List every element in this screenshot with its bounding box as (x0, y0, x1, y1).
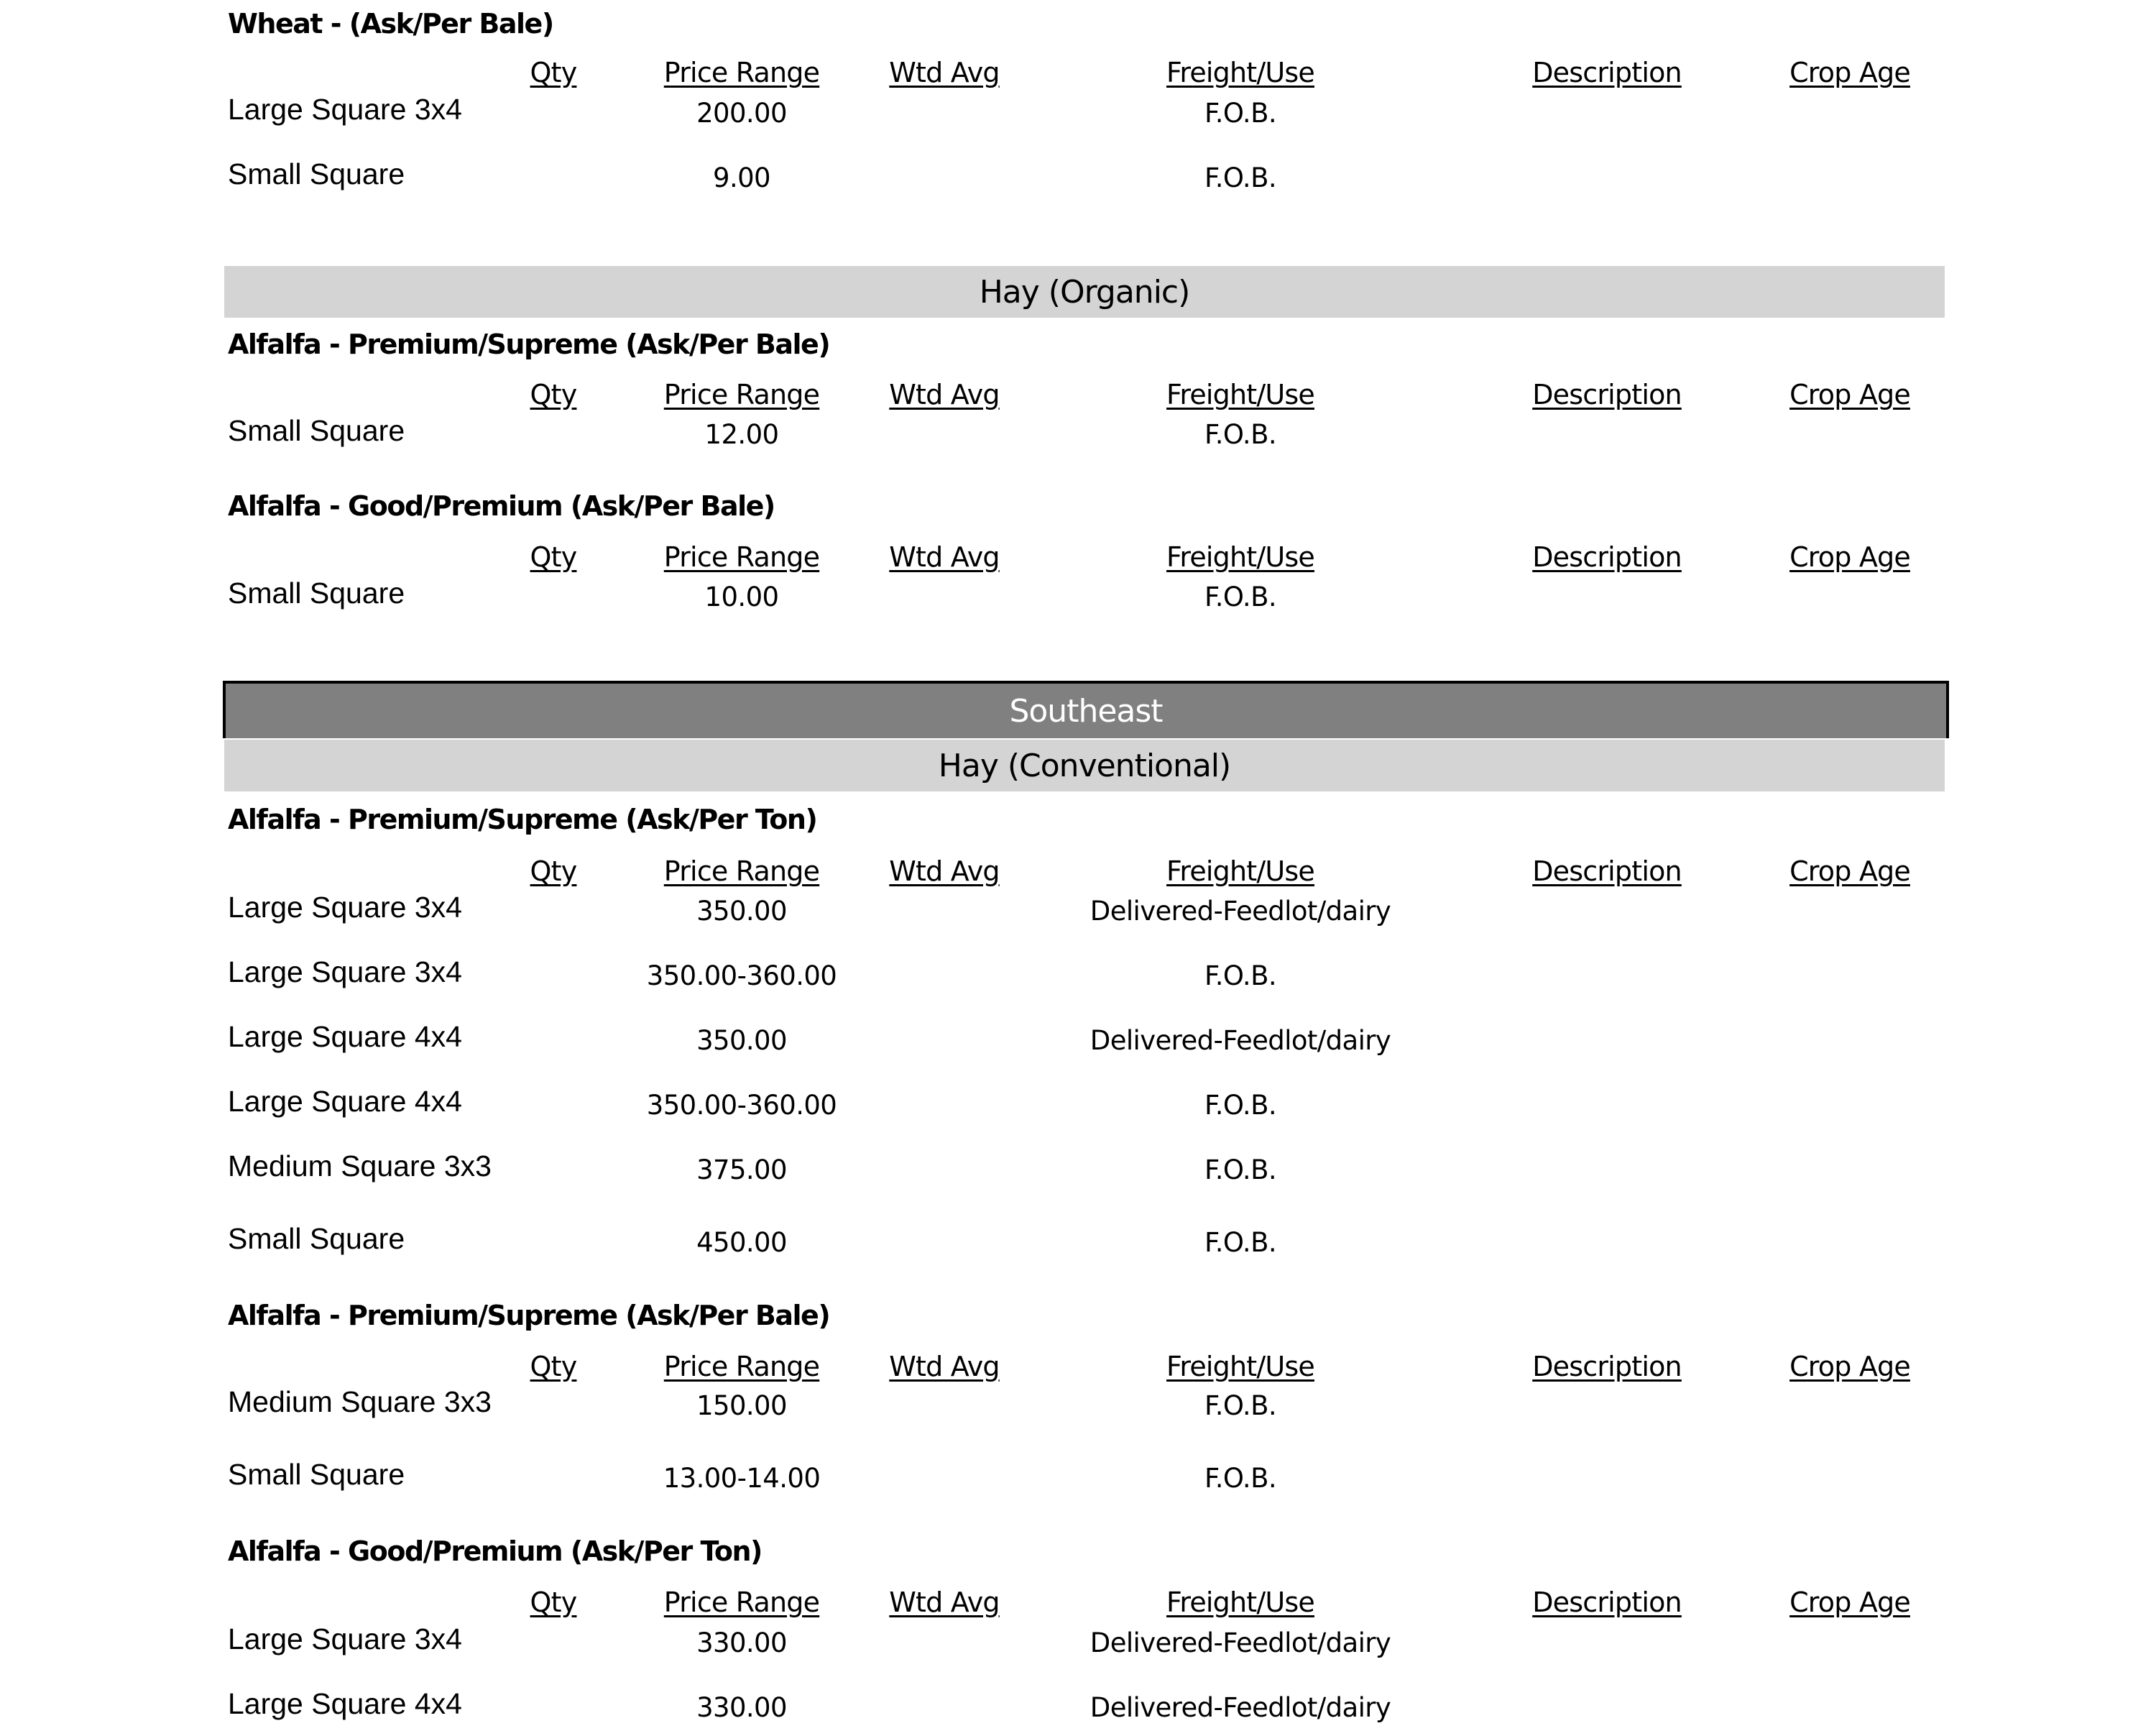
section-title: Alfalfa - Premium/Supreme (Ask/Per Ton) (228, 804, 817, 835)
column-header-price-range: Price Range (663, 379, 820, 410)
column-header-freight-use: Freight/Use (1166, 57, 1314, 88)
freight-use-value: F.O.B. (1204, 98, 1277, 129)
freight-use-value: Delivered-Feedlot/dairy (1089, 896, 1391, 927)
column-header-freight-use: Freight/Use (1166, 1586, 1314, 1618)
column-header-price-range: Price Range (663, 541, 820, 573)
row-label: Medium Square 3x3 (228, 1149, 492, 1182)
column-header-qty: Qty (530, 541, 577, 573)
row-label: Large Square 3x4 (228, 1622, 462, 1655)
column-header-wtd-avg: Wtd Avg (889, 1586, 1000, 1618)
freight-use-value: Delivered-Feedlot/dairy (1089, 1692, 1391, 1723)
row-label: Small Square (228, 157, 405, 190)
column-header-qty: Qty (530, 855, 577, 887)
section-title: Alfalfa - Premium/Supreme (Ask/Per Bale) (228, 1300, 830, 1331)
column-header-price-range: Price Range (663, 57, 820, 88)
freight-use-value: Delivered-Feedlot/dairy (1089, 1025, 1391, 1056)
price-range-value: 350.00 (696, 896, 787, 927)
price-range-value: 375.00 (696, 1154, 787, 1185)
price-range-value: 200.00 (696, 98, 787, 129)
price-range-value: 10.00 (704, 582, 779, 612)
price-range-value: 330.00 (696, 1627, 787, 1658)
price-range-value: 330.00 (696, 1692, 787, 1723)
row-label: Small Square (228, 1222, 405, 1255)
column-header-wtd-avg: Wtd Avg (889, 1351, 1000, 1382)
row-label: Large Square 4x4 (228, 1687, 462, 1720)
price-range-value: 150.00 (696, 1390, 787, 1421)
column-header-qty: Qty (530, 379, 577, 410)
freight-use-value: F.O.B. (1204, 582, 1277, 612)
column-header-freight-use: Freight/Use (1166, 541, 1314, 573)
column-header-qty: Qty (530, 1351, 577, 1382)
section-title: Alfalfa - Premium/Supreme (Ask/Per Bale) (228, 329, 830, 360)
freight-use-value: Delivered-Feedlot/dairy (1089, 1627, 1391, 1658)
column-header-freight-use: Freight/Use (1166, 855, 1314, 887)
column-header-freight-use: Freight/Use (1166, 379, 1314, 410)
column-header-description: Description (1532, 57, 1682, 88)
row-label: Large Square 3x4 (228, 955, 462, 988)
price-range-value: 12.00 (704, 419, 779, 450)
freight-use-value: F.O.B. (1204, 1463, 1277, 1494)
price-range-value: 9.00 (713, 162, 770, 193)
column-header-description: Description (1532, 855, 1682, 887)
column-header-wtd-avg: Wtd Avg (889, 855, 1000, 887)
freight-use-value: F.O.B. (1204, 960, 1277, 991)
freight-use-value: F.O.B. (1204, 1154, 1277, 1185)
column-header-crop-age: Crop Age (1789, 379, 1910, 410)
band-region-southeast: Southeast (223, 681, 1949, 738)
price-range-value: 350.00-360.00 (646, 1090, 837, 1121)
column-header-crop-age: Crop Age (1789, 855, 1910, 887)
column-header-freight-use: Freight/Use (1166, 1351, 1314, 1382)
column-header-wtd-avg: Wtd Avg (889, 379, 1000, 410)
column-header-description: Description (1532, 379, 1682, 410)
row-label: Small Square (228, 1458, 405, 1491)
row-label: Large Square 4x4 (228, 1085, 462, 1118)
row-label: Large Square 3x4 (228, 93, 462, 126)
freight-use-value: F.O.B. (1204, 1227, 1277, 1258)
freight-use-value: F.O.B. (1204, 1390, 1277, 1421)
row-label: Large Square 4x4 (228, 1020, 462, 1053)
section-title: Alfalfa - Good/Premium (Ask/Per Ton) (228, 1535, 762, 1567)
column-header-wtd-avg: Wtd Avg (889, 541, 1000, 573)
column-header-wtd-avg: Wtd Avg (889, 57, 1000, 88)
band-hay-organic: Hay (Organic) (224, 266, 1945, 318)
column-header-crop-age: Crop Age (1789, 1351, 1910, 1382)
column-header-description: Description (1532, 1351, 1682, 1382)
row-label: Small Square (228, 414, 405, 447)
column-header-price-range: Price Range (663, 855, 820, 887)
column-header-price-range: Price Range (663, 1586, 820, 1618)
row-label: Small Square (228, 577, 405, 610)
row-label: Medium Square 3x3 (228, 1385, 492, 1418)
price-range-value: 13.00-14.00 (663, 1463, 821, 1494)
freight-use-value: F.O.B. (1204, 419, 1277, 450)
column-header-description: Description (1532, 1586, 1682, 1618)
column-header-crop-age: Crop Age (1789, 57, 1910, 88)
section-title: Wheat - (Ask/Per Bale) (228, 8, 553, 40)
column-header-description: Description (1532, 541, 1682, 573)
freight-use-value: F.O.B. (1204, 162, 1277, 193)
price-range-value: 450.00 (696, 1227, 787, 1258)
section-title: Alfalfa - Good/Premium (Ask/Per Bale) (228, 490, 775, 522)
freight-use-value: F.O.B. (1204, 1090, 1277, 1121)
column-header-qty: Qty (530, 57, 577, 88)
column-header-crop-age: Crop Age (1789, 1586, 1910, 1618)
column-header-price-range: Price Range (663, 1351, 820, 1382)
row-label: Large Square 3x4 (228, 891, 462, 924)
column-header-qty: Qty (530, 1586, 577, 1618)
price-range-value: 350.00-360.00 (646, 960, 837, 991)
band-hay-conventional: Hay (Conventional) (224, 740, 1945, 791)
column-header-crop-age: Crop Age (1789, 541, 1910, 573)
price-range-value: 350.00 (696, 1025, 787, 1056)
